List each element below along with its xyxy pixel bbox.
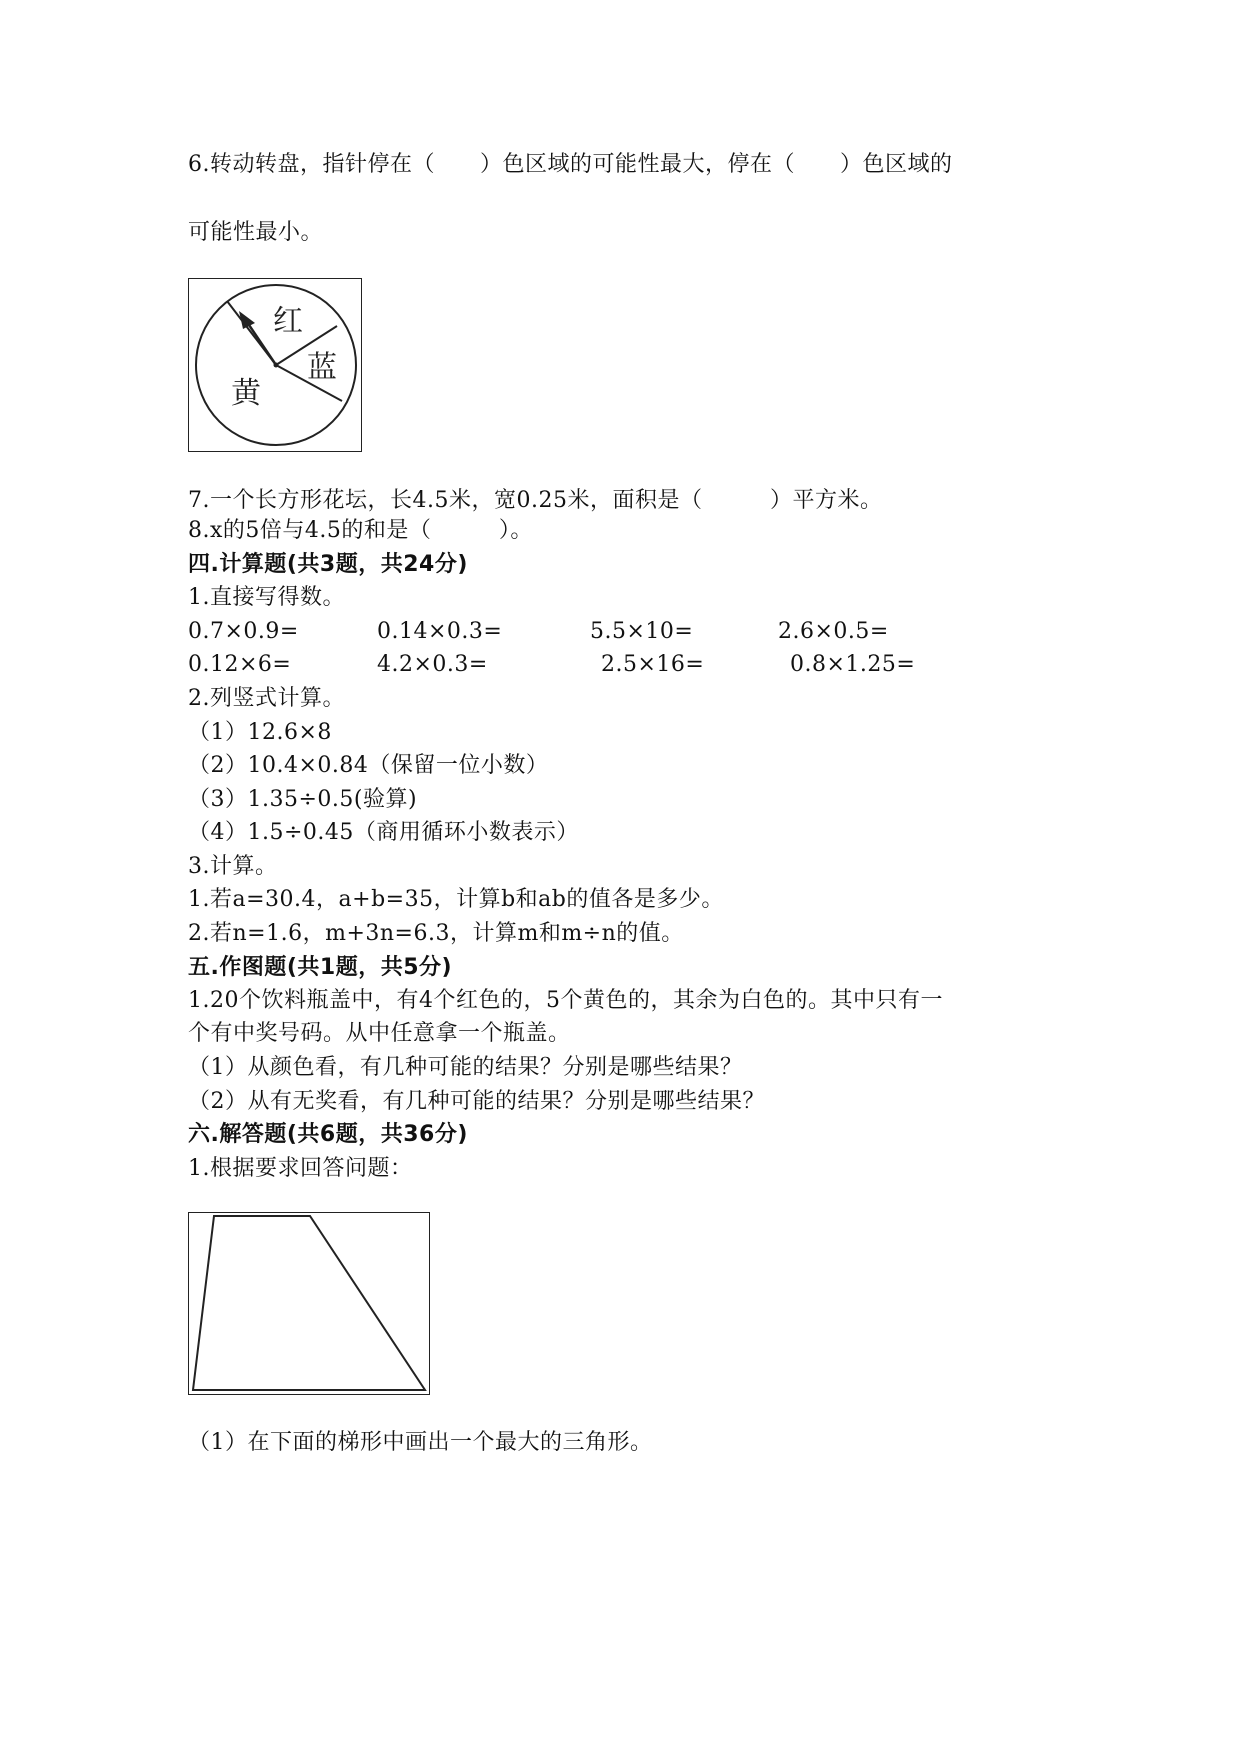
section5-item1: （1）从颜色看，有几种可能的结果？分别是哪些结果？ — [188, 1055, 743, 1080]
section4-q1: 1.直接写得数。 — [188, 585, 345, 610]
section4-q3: 3.计算。 — [188, 854, 278, 879]
section6-q1: 1.根据要求回答问题： — [188, 1156, 413, 1181]
calc-row1-item2: 0.14×0.3= — [377, 619, 503, 644]
q3-item2: 2.若n=1.6，m+3n=6.3，计算m和m÷n的值。 — [188, 921, 684, 946]
spinner-label-blue: 蓝 — [307, 350, 337, 385]
q2-item3: （3）1.35÷0.5(验算) — [188, 787, 418, 812]
section5-title: 五.作图题(共1题，共5分) — [188, 955, 453, 980]
calc-row2-item4: 0.8×1.25= — [790, 652, 916, 677]
section6-title: 六.解答题(共6题，共36分) — [188, 1122, 468, 1147]
spinner-label-red: 红 — [273, 304, 303, 339]
spinner-pointer — [245, 319, 276, 365]
calc-row2-item2: 4.2×0.3= — [377, 652, 488, 677]
section5-q1-line1: 1.20个饮料瓶盖中，有4个红色的，5个黄色的，其余为白色的。其中只有一 — [188, 988, 943, 1013]
section4-title: 四.计算题(共3题，共24分) — [188, 552, 468, 577]
q6-line2: 可能性最小。 — [188, 220, 324, 245]
trapezoid-figure — [188, 1212, 430, 1395]
q8: 8.x的5倍与4.5的和是（ ）。 — [188, 518, 533, 543]
q2-item1: （1）12.6×8 — [188, 720, 332, 745]
q6-line1: 6.转动转盘，指针停在（ ）色区域的可能性最大，停在（ ）色区域的 — [188, 152, 953, 177]
calc-row2-item3: 2.5×16= — [601, 652, 705, 677]
q2-item2: （2）10.4×0.84（保留一位小数） — [188, 753, 549, 778]
calc-row1-item3: 5.5×10= — [590, 619, 694, 644]
q3-item1: 1.若a=30.4，a+b=35，计算b和ab的值各是多少。 — [188, 887, 724, 912]
section5-q1-line2: 个有中奖号码。从中任意拿一个瓶盖。 — [188, 1021, 571, 1046]
spinner-center — [274, 363, 279, 368]
section4-q2: 2.列竖式计算。 — [188, 686, 345, 711]
calc-row2-item1: 0.12×6= — [188, 652, 292, 677]
section6-q1-sub: （1）在下面的梯形中画出一个最大的三角形。 — [188, 1430, 653, 1455]
spinner-label-yellow: 黄 — [231, 376, 261, 411]
q2-item4: （4）1.5÷0.45（商用循环小数表示） — [188, 820, 579, 845]
trapezoid-shape — [193, 1216, 425, 1390]
trapezoid-svg — [189, 1213, 428, 1393]
spinner-pointer-head — [239, 311, 255, 329]
spinner-figure — [188, 278, 362, 452]
calc-row1-item4: 2.6×0.5= — [778, 619, 889, 644]
section5-item2: （2）从有无奖看，有几种可能的结果？分别是哪些结果？ — [188, 1089, 765, 1114]
calc-row1-item1: 0.7×0.9= — [188, 619, 299, 644]
spinner-svg — [189, 279, 360, 450]
q7: 7.一个长方形花坛，长4.5米，宽0.25米，面积是（ ）平方米。 — [188, 488, 883, 513]
